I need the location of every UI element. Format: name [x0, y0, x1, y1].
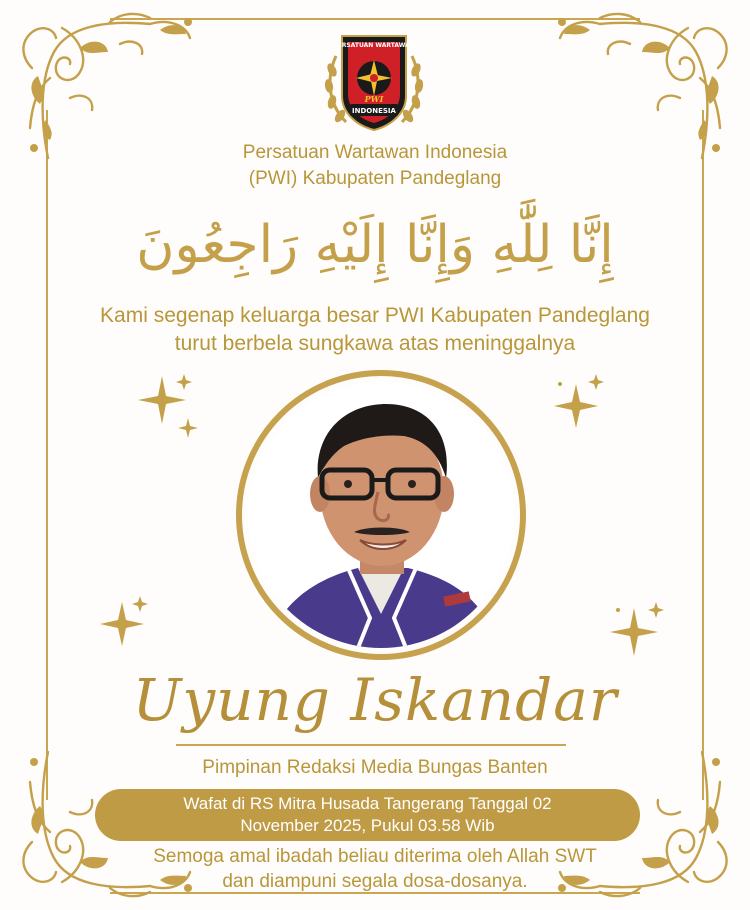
sparkle-icon — [132, 368, 202, 438]
logo-text-top: PERSATUAN WARTAWAN — [333, 42, 415, 49]
logo-text-bottom: INDONESIA — [352, 107, 396, 115]
death-notice-line2: November 2025, Pukul 03.58 Wib — [240, 816, 495, 835]
condolence-line2: turut berbela sungkawa atas meninggalnya — [174, 332, 576, 355]
condolence-line1: Kami segenap keluarga besar PWI Kabupaten Pandeglang — [100, 304, 650, 327]
organization-name-line1: Persatuan Wartawan Indonesia — [242, 142, 508, 163]
sparkle-icon — [604, 598, 670, 664]
sparkle-icon — [96, 592, 156, 652]
prayer-message — [0, 844, 750, 894]
arabic-verse: إِنَّا لِلَّٰهِ وَإِنَّا إِلَيْهِ رَاجِعُونَ — [136, 215, 614, 275]
portrait-photo — [248, 382, 514, 648]
portrait-frame — [236, 370, 526, 660]
prayer-line2: dan diampuni segala dosa-dosanya. — [222, 871, 528, 892]
logo-text-mid: PWI — [364, 94, 384, 104]
deceased-name: Uyung Iskandar — [132, 666, 618, 734]
organization-name-line2: (PWI) Kabupaten Pandeglang — [248, 168, 502, 189]
condolence-message — [0, 302, 750, 358]
deceased-title: Pimpinan Redaksi Media Bungas Banten — [202, 757, 548, 778]
prayer-line1: Semoga amal ibadah beliau diterima oleh Allah SWT — [153, 846, 597, 867]
name-divider — [176, 744, 566, 746]
organization-name — [0, 140, 750, 192]
death-notice-line1: Wafat di RS Mitra Husada Tangerang Tanggal 02 — [183, 794, 552, 813]
sparkle-icon — [548, 370, 614, 436]
arabic-calligraphy — [118, 198, 632, 292]
pwi-logo — [318, 26, 430, 138]
death-notice-banner — [95, 789, 640, 841]
